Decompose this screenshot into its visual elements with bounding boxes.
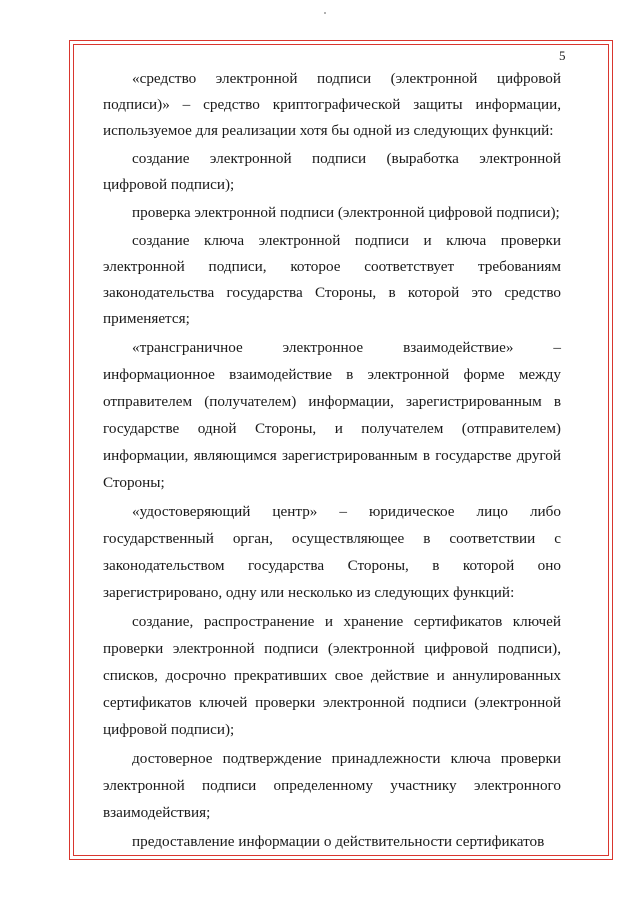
paragraph-definition-signature-tool: «средство электронной подписи (электронной цифровой подписи)» – средство криптографической защиты информации, используемое для реализации хотя бы одной из следующих функций: (103, 70, 561, 139)
page-number: 5 (559, 48, 566, 63)
document-body (103, 66, 561, 857)
paragraph-function-create-key: создание ключа электронной подписи и ключа проверки электронной подписи, которое соответствует требованиям законодательства государства Стороны, в которой это средство применяется; (103, 232, 561, 327)
paragraph-function-provide-info: предоставление информации о действительности сертификатов (132, 833, 545, 850)
paragraph-function-certificates: создание, распространение и хранение сертификатов ключей проверки электронной подписи (электронной цифровой подписи), списков, досрочно прекративших свое действие и аннулированных сертификатов ключей проверки электронной подписи (электронной цифровой подписи); (103, 613, 561, 738)
scan-speck (324, 12, 326, 14)
paragraph-definition-cross-border: «трансграничное электронное взаимодействие» – информационное взаимодействие в электронной форме между отправителем (получателем) информации, зарегистрированным в государстве одной Стороны, и получателем (отправителем) информации, являющимся зарегистрированным в государстве другой Стороны; (103, 339, 561, 491)
paragraph-function-create-signature: создание электронной подписи (выработка электронной цифровой подписи); (103, 150, 561, 193)
paragraph-function-confirm-ownership: достоверное подтверждение принадлежности ключа проверки электронной подписи определенному участнику электронного взаимодействия; (103, 750, 561, 821)
paragraph-definition-certification-center: «удостоверяющий центр» – юридическое лицо либо государственный орган, осуществляющее в соответствии с законодательством государства Стороны, в которой оно зарегистрировано, одну или несколько из следующих функций: (103, 503, 561, 601)
paragraph-function-verify-signature: проверка электронной подписи (электронной цифровой подписи); (132, 204, 560, 221)
